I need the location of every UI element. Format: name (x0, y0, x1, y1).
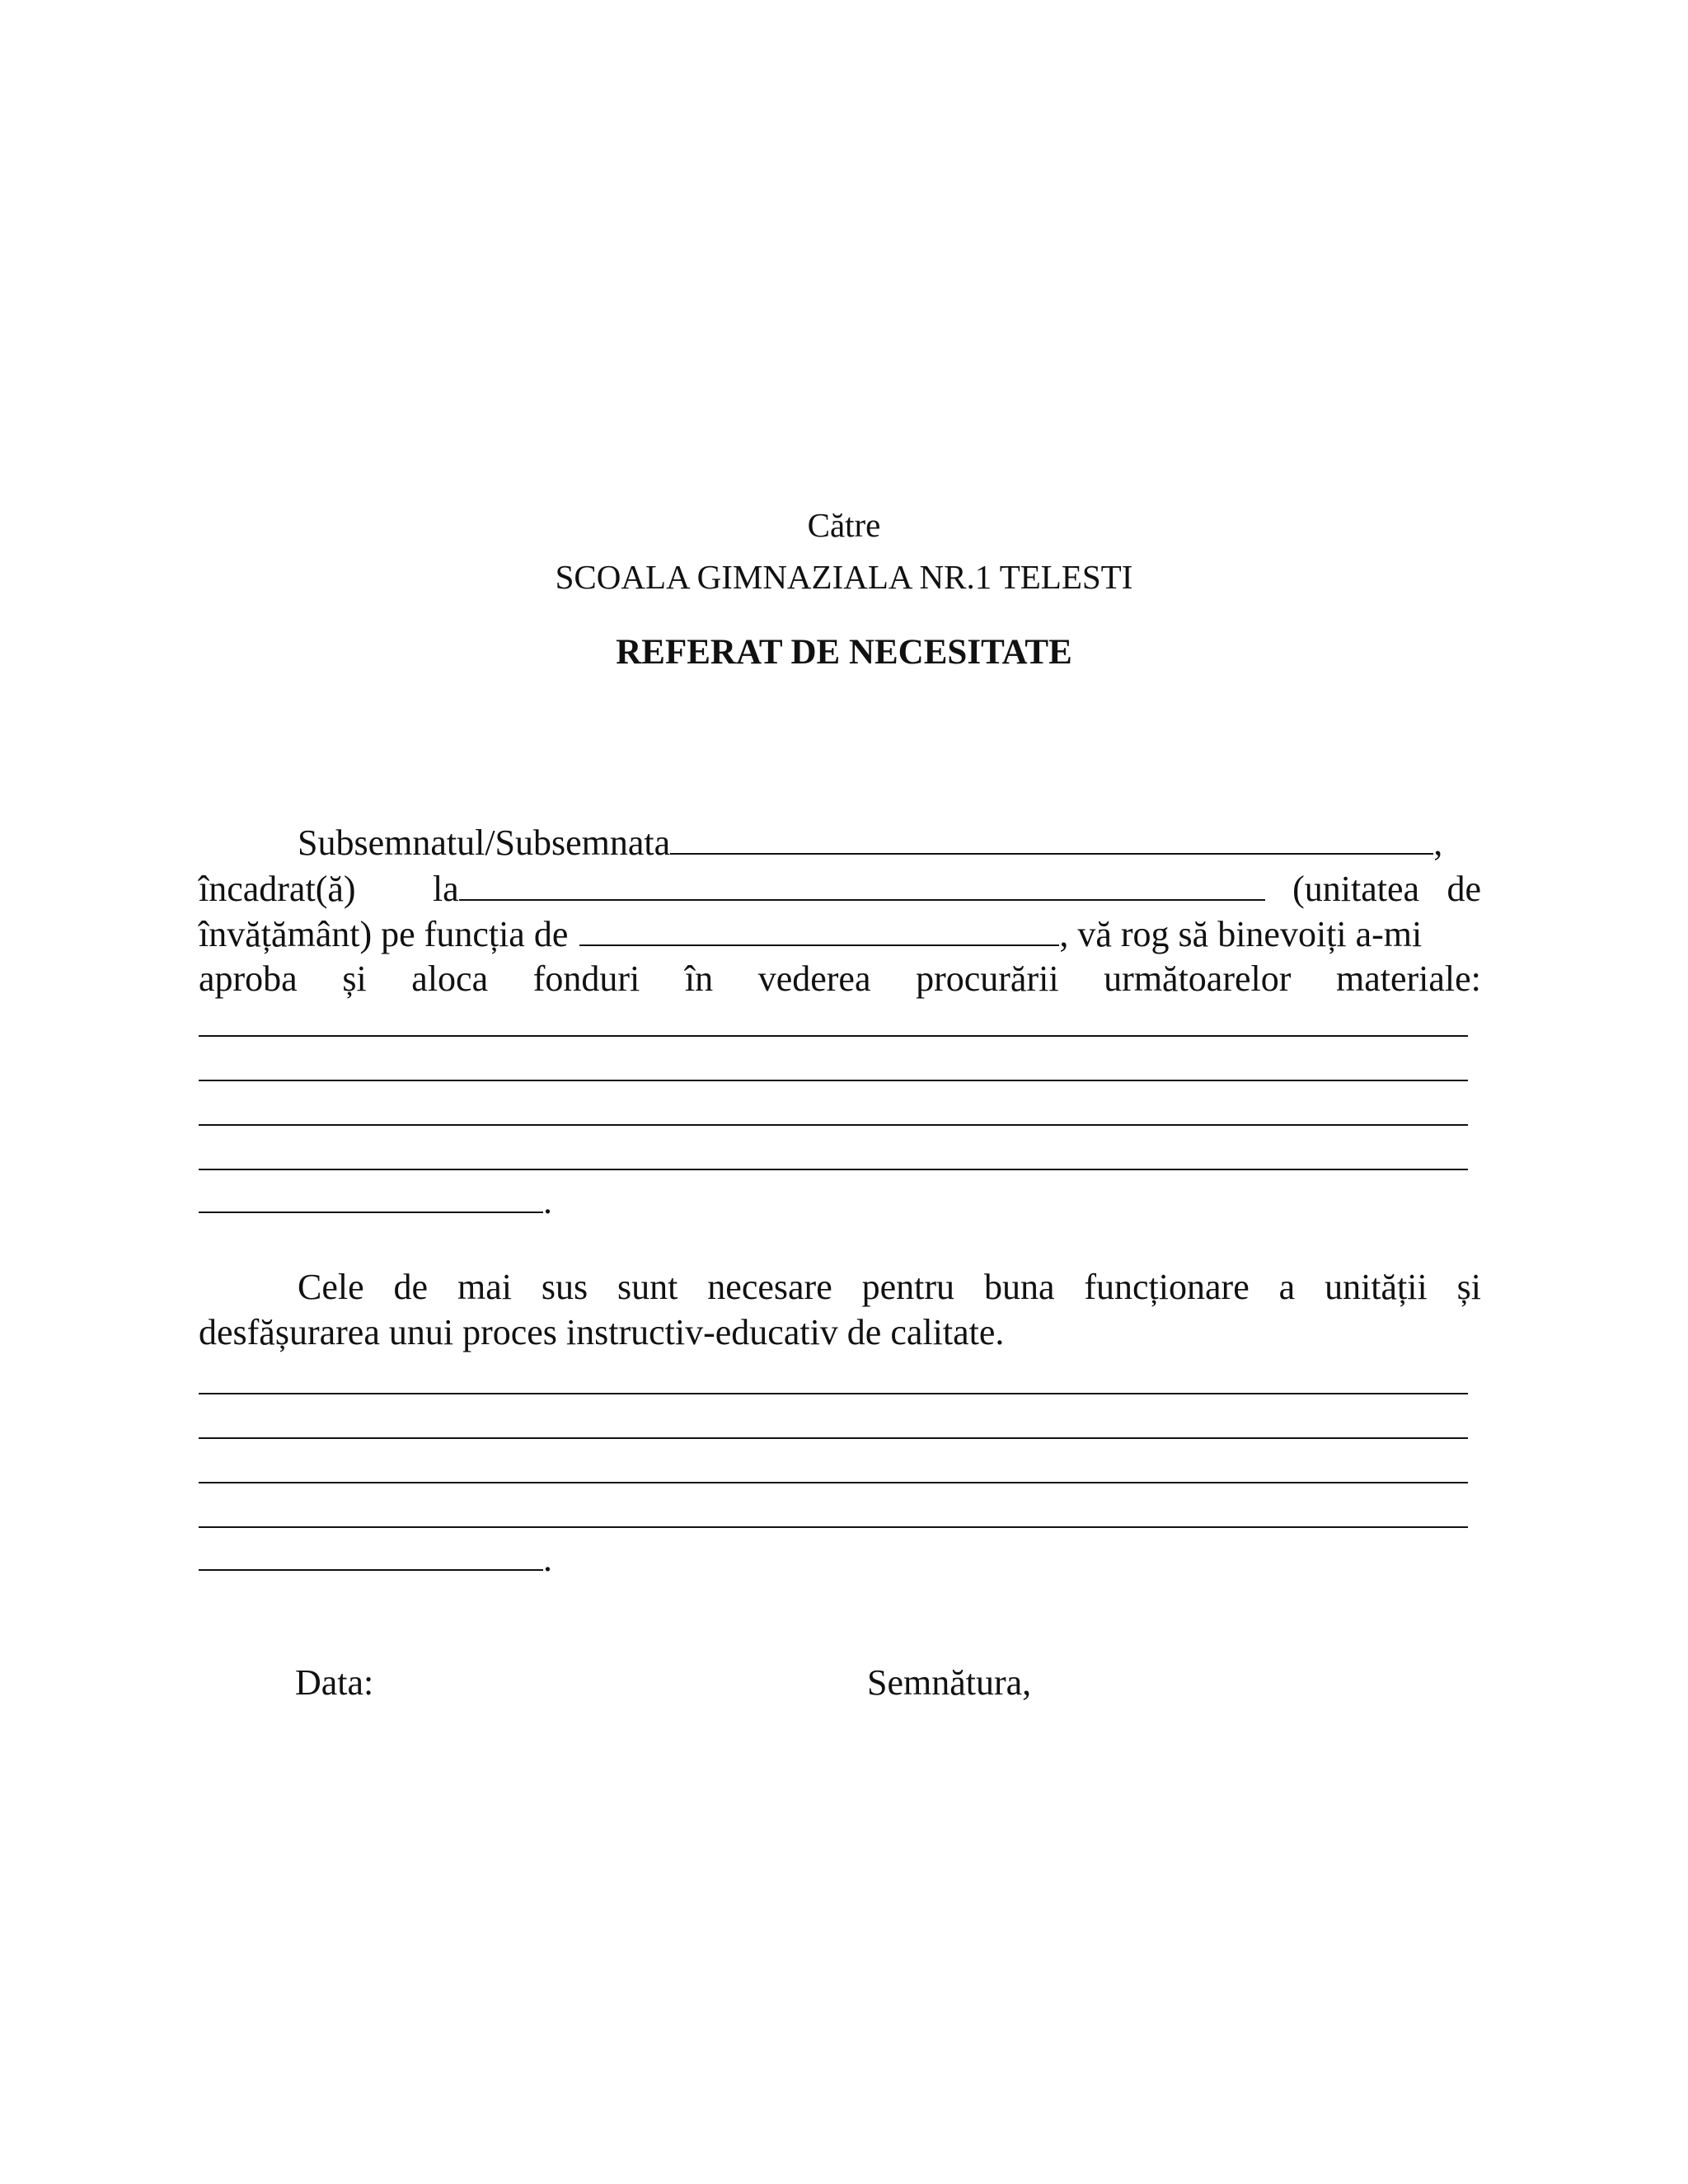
function-field[interactable] (579, 912, 1059, 946)
paragraph1-line3 (199, 912, 1481, 956)
paragraph2-line1 (298, 1265, 1481, 1310)
word: pentru (861, 1267, 955, 1307)
word: încadrat(ă) (199, 869, 356, 909)
document-title: REFERAT DE NECESITATE (616, 633, 1072, 672)
materials-line[interactable] (199, 1124, 1468, 1126)
word: (unitatea (1292, 869, 1420, 909)
materials-line[interactable] (199, 1035, 1468, 1037)
name-field[interactable] (670, 820, 1433, 855)
materials-line[interactable] (199, 1179, 543, 1213)
notes-line[interactable] (199, 1536, 543, 1571)
paragraph1-line1 (298, 820, 1481, 865)
materials-last-line (199, 1179, 552, 1224)
word: fonduri (532, 958, 640, 999)
word: aproba (199, 958, 298, 999)
word: sunt (617, 1267, 678, 1307)
notes-line[interactable] (199, 1526, 1468, 1528)
paragraph1-line2 (199, 866, 1481, 911)
paragraph1-line4 (199, 957, 1481, 1001)
word: de (1447, 869, 1481, 909)
function-label: învățământ) pe funcția de (199, 914, 569, 954)
word: a (1278, 1267, 1296, 1307)
paragraph2-line2: desfășurarea unui proces instructiv-educativ de calitate. (199, 1312, 1005, 1352)
institution-name: SCOALA GIMNAZIALA NR.1 TELESTI (555, 558, 1133, 596)
period: . (543, 1181, 552, 1221)
word: de (393, 1267, 429, 1307)
request-text: , vă rog să binevoiți a-mi (1059, 914, 1423, 954)
recipient-prefix: Către (807, 506, 881, 544)
word: unității (1325, 1267, 1428, 1307)
notes-line[interactable] (199, 1437, 1468, 1439)
word: și (1456, 1267, 1481, 1307)
word: Cele (298, 1267, 364, 1307)
word: sus (541, 1267, 588, 1307)
notes-last-line (199, 1536, 552, 1582)
unit-field[interactable] (459, 866, 1265, 901)
word: necesare (707, 1267, 832, 1307)
word: buna (983, 1267, 1055, 1307)
word: materiale: (1336, 958, 1481, 999)
word: procurării (916, 958, 1059, 999)
word: aloca (411, 958, 489, 999)
notes-line[interactable] (199, 1482, 1468, 1483)
materials-line[interactable] (199, 1080, 1468, 1081)
notes-line[interactable] (199, 1393, 1468, 1394)
word: în (684, 958, 714, 999)
word: funcționare (1084, 1267, 1250, 1307)
materials-line[interactable] (199, 1169, 1468, 1170)
unit-field-group (383, 866, 1265, 912)
comma: , (1433, 823, 1443, 863)
name-label: Subsemnatul/Subsemnata (298, 823, 671, 863)
word: și (342, 958, 367, 999)
word: mai (457, 1267, 512, 1307)
word: la (432, 869, 459, 909)
word: vederea (757, 958, 871, 999)
period: . (543, 1539, 552, 1579)
date-label: Data: (295, 1662, 374, 1703)
signature-label: Semnătura, (867, 1662, 1032, 1703)
word: următoarelor (1104, 958, 1292, 999)
